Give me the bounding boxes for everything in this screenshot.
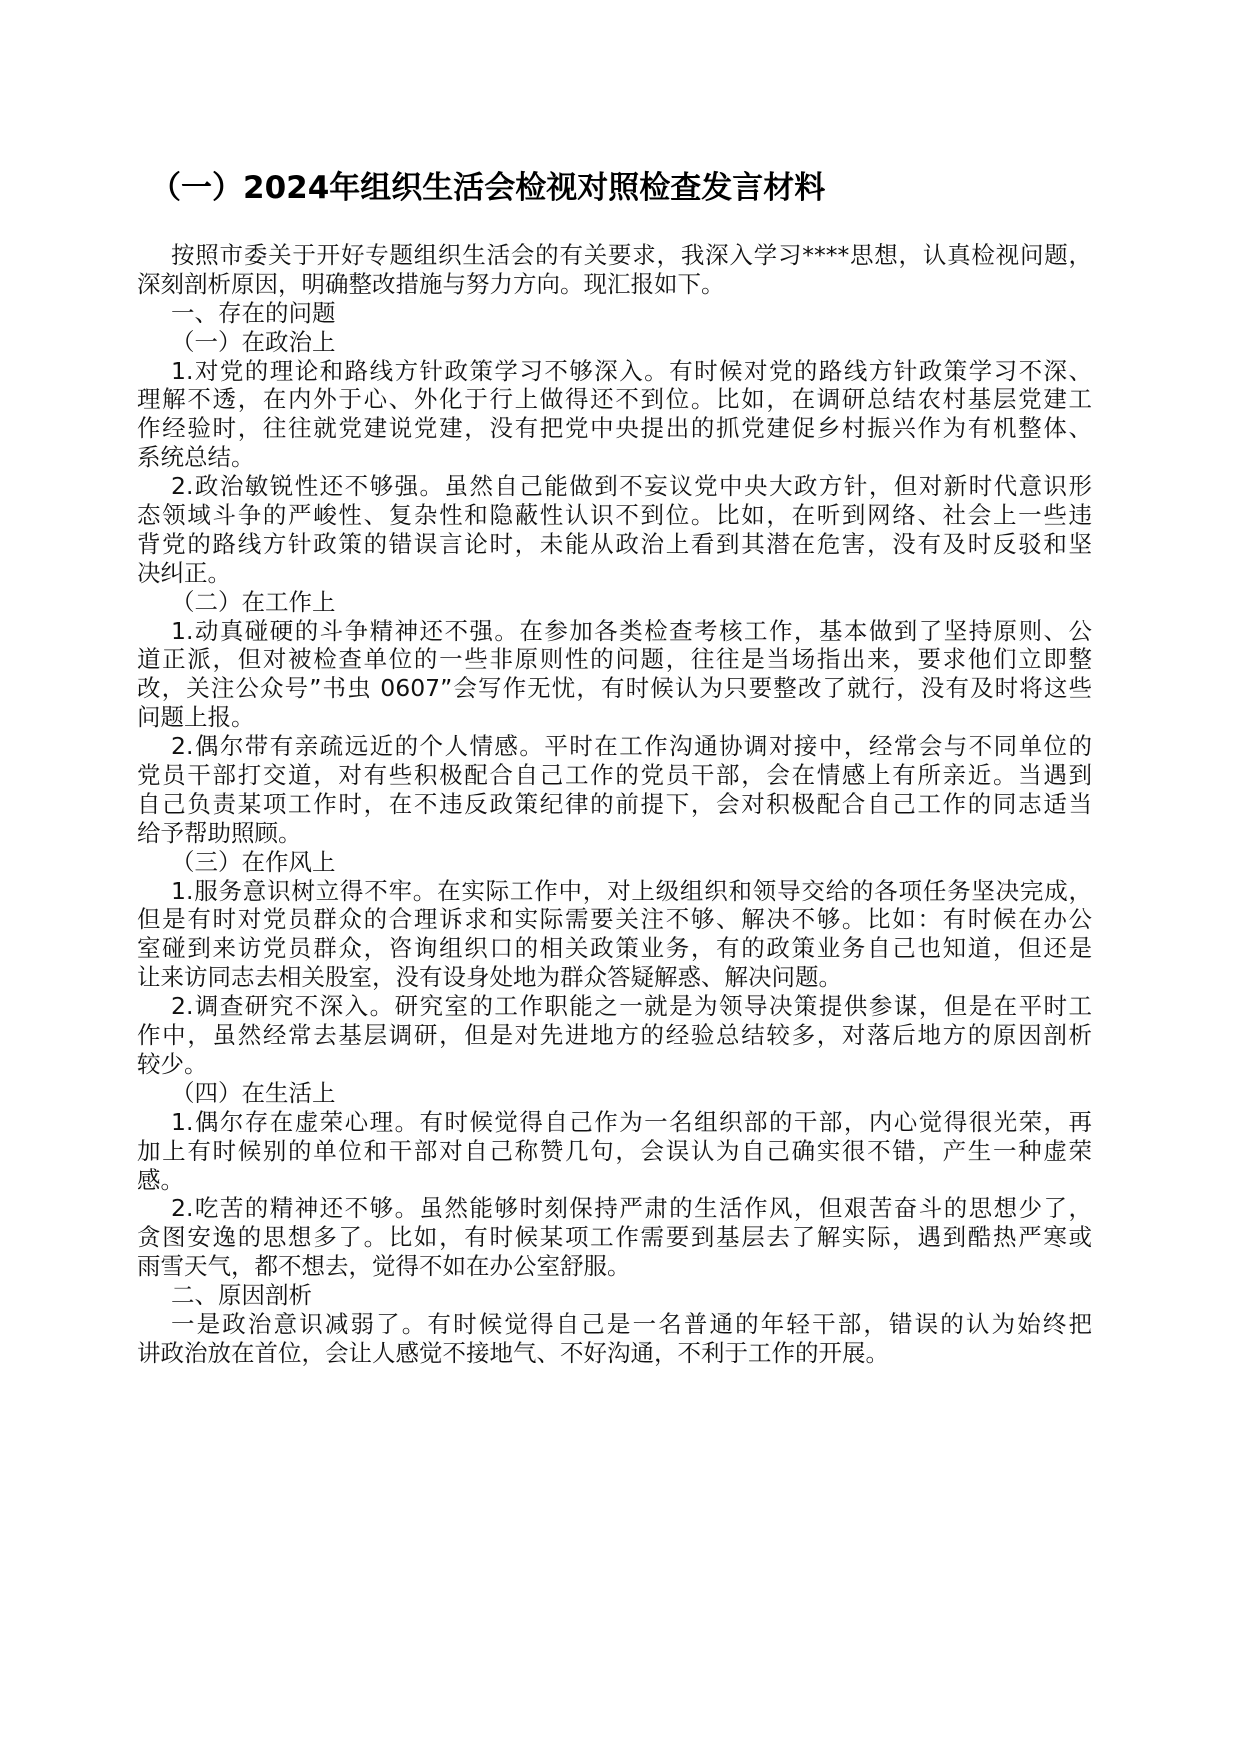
paragraph-line: 作中，虽然经常去基层调研，但是对先进地方的经验总结较多，对落后地方的原因剖析 (137, 1021, 1092, 1050)
body-paragraph (137, 732, 1092, 848)
paragraph-line: 雨雪天气，都不想去，觉得不如在办公室舒服。 (137, 1252, 631, 1281)
paragraph-line: 深刻剖析原因，明确整改措施与努力方向。现汇报如下。 (137, 269, 725, 298)
heading-line: （二）在工作上 (171, 587, 336, 616)
paragraph-line: 加上有时候别的单位和干部对自己称赞几句，会误认为自己确实很不错，产生一种虚荣 (137, 1136, 1092, 1165)
body-paragraph (137, 877, 1092, 993)
paragraph-line: 道正派，但对被检查单位的一些非原则性的问题，往往是当场指出来，要求他们立即整 (137, 645, 1092, 674)
heading-line: （四）在生活上 (171, 1078, 336, 1107)
subsection-heading-politics (137, 328, 1092, 357)
heading-line: （三）在作风上 (171, 847, 336, 876)
paragraph-line: 决纠正。 (137, 558, 231, 587)
section-heading-problems (137, 299, 1092, 328)
body-paragraph (137, 472, 1092, 588)
paragraph-line: 党员干部打交道，对有些积极配合自己工作的党员干部，会在情感上有所亲近。当遇到 (137, 761, 1092, 790)
paragraph-line: 贪图安逸的思想多了。比如，有时候某项工作需要到基层去了解实际，遇到酷热严寒或 (137, 1223, 1092, 1252)
paragraph-line: 按照市委关于开好专题组织生活会的有关要求，我深入学习****思想，认真检视问题， (171, 241, 1092, 269)
subsection-heading-work (137, 588, 1092, 617)
paragraph-line: 改，关注公众号”书虫 0607”会写作无忧，有时候认为只要整改了就行，没有及时将这些 (137, 674, 1092, 703)
heading-line: 二、原因剖析 (171, 1281, 312, 1310)
paragraph-line: 1.动真碰硬的斗争精神还不强。在参加各类检查考核工作，基本做到了坚持原则、公 (171, 616, 1092, 645)
paragraph-line: 系统总结。 (137, 443, 255, 472)
intro-paragraph (137, 241, 1092, 299)
paragraph-line: 1.对党的理论和路线方针政策学习不够深入。有时候对党的路线方针政策学习不深、 (171, 356, 1092, 385)
paragraph-line: 自己负责某项工作时，在不违反政策纪律的前提下，会对积极配合自己工作的同志适当 (137, 789, 1092, 818)
body-paragraph (137, 1108, 1092, 1195)
heading-line: 一、存在的问题 (171, 298, 336, 327)
paragraph-line: 2.政治敏锐性还不够强。虽然自己能做到不妄议党中央大政方针，但对新时代意识形 (171, 472, 1092, 501)
paragraph-line: 1.服务意识树立得不牢。在实际工作中，对上级组织和领导交给的各项任务坚决完成， (171, 876, 1092, 905)
paragraph-line: 问题上报。 (137, 703, 255, 732)
paragraph-line: 2.偶尔带有亲疏远近的个人情感。平时在工作沟通协调对接中，经常会与不同单位的 (171, 732, 1092, 761)
section-heading-causes (137, 1281, 1092, 1310)
paragraph-line: 感。 (137, 1165, 184, 1194)
paragraph-line: 让来访同志去相关股室，没有设身处地为群众答疑解惑、解决问题。 (137, 963, 842, 992)
paragraph-line: 背党的路线方针政策的错误言论时，未能从政治上看到其潜在危害，没有及时反驳和坚 (137, 529, 1092, 558)
paragraph-line: 作经验时，往往就党建说党建，没有把党中央提出的抓党建促乡村振兴作为有机整体、 (137, 414, 1092, 443)
paragraph-line: 室碰到来访党员群众，咨询组织口的相关政策业务，有的政策业务自己也知道，但还是 (137, 934, 1092, 963)
paragraph-line: 1.偶尔存在虚荣心理。有时候觉得自己作为一名组织部的干部，内心觉得很光荣，再 (171, 1107, 1092, 1136)
paragraph-line: 给予帮助照顾。 (137, 818, 302, 847)
document-body (137, 241, 1092, 1368)
body-paragraph (137, 1194, 1092, 1281)
subsection-heading-life (137, 1079, 1092, 1108)
paragraph-line: 2.调查研究不深入。研究室的工作职能之一就是为领导决策提供参谋，但是在平时工 (171, 992, 1092, 1021)
body-paragraph (137, 357, 1092, 473)
body-paragraph (137, 617, 1092, 733)
heading-line: （一）在政治上 (171, 327, 336, 356)
paragraph-line: 讲政治放在首位，会让人感觉不接地气、不好沟通，不利于工作的开展。 (137, 1338, 889, 1367)
paragraph-line: 2.吃苦的精神还不够。虽然能够时刻保持严肃的生活作风，但艰苦奋斗的思想少了， (171, 1194, 1092, 1223)
paragraph-line: 较少。 (137, 1049, 208, 1078)
subsection-heading-style (137, 848, 1092, 877)
body-paragraph (137, 992, 1092, 1079)
page-title: （一）2024年组织生活会检视对照检查发言材料 (150, 170, 826, 206)
paragraph-line: 一是政治意识减弱了。有时候觉得自己是一名普通的年轻干部，错误的认为始终把 (171, 1309, 1092, 1338)
paragraph-line: 但是有时对党员群众的合理诉求和实际需要关注不够、解决不够。比如：有时候在办公 (137, 905, 1092, 934)
paragraph-line: 态领域斗争的严峻性、复杂性和隐蔽性认识不到位。比如，在听到网络、社会上一些违 (137, 501, 1092, 530)
body-paragraph (137, 1310, 1092, 1368)
paragraph-line: 理解不透，在内外于心、外化于行上做得还不到位。比如，在调研总结农村基层党建工 (137, 385, 1092, 414)
